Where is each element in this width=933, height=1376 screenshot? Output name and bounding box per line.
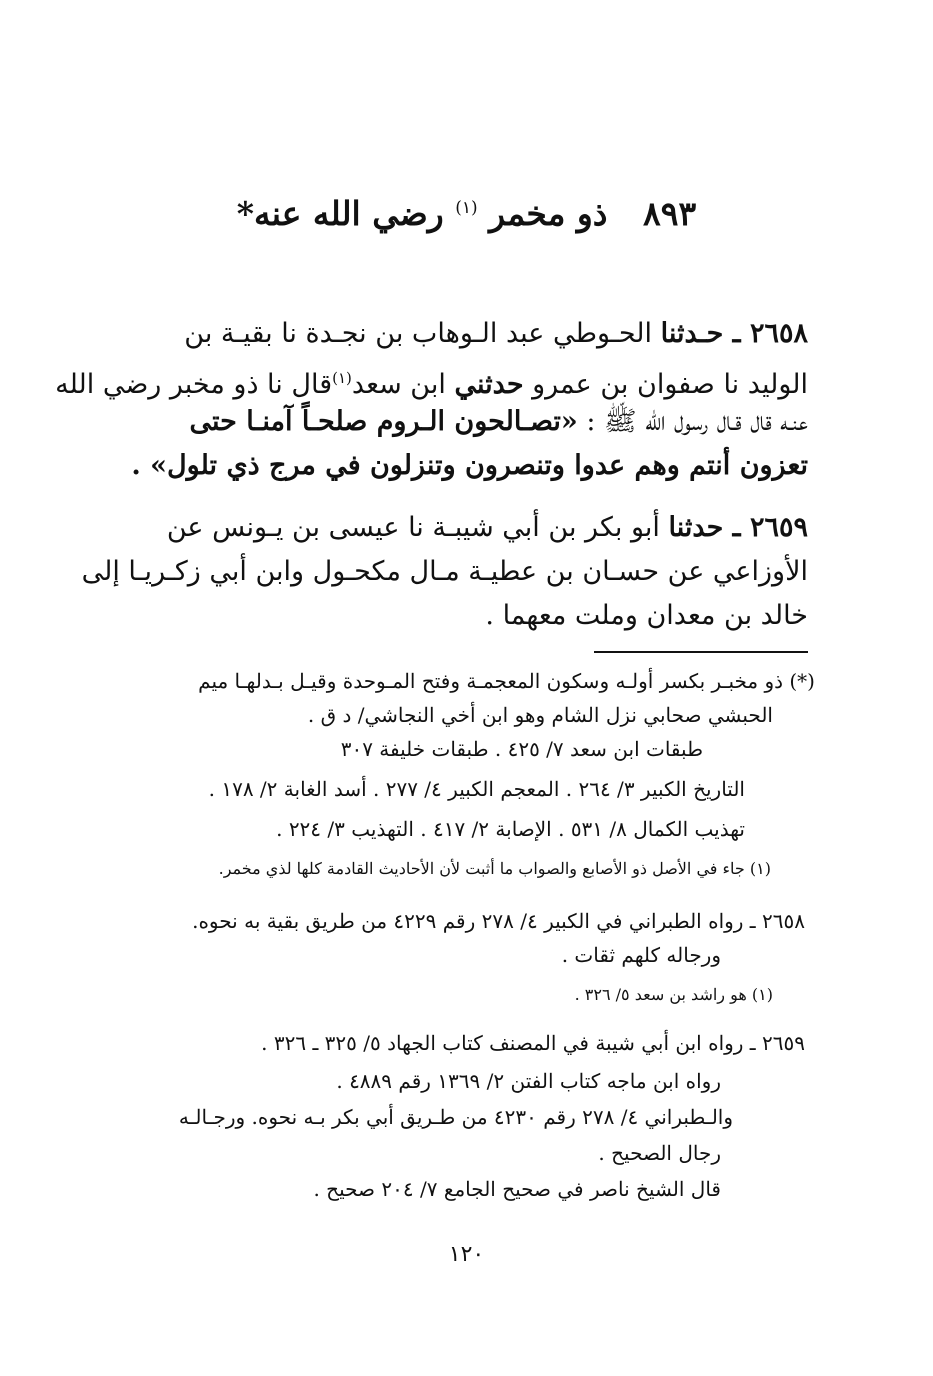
footnote-line: طبقات ابن سعد ٧/ ٤٢٥ . طبقات خليفة ٣٠٧	[340, 737, 703, 761]
footnote-divider	[594, 651, 808, 653]
hadith-quote: تعزون أنتم وهم عدوا وتنصرون وتنزلون في مرج ذي تلول» .	[131, 450, 808, 481]
footnote-ref: (١)	[332, 369, 352, 387]
footnote-line: التاريخ الكبير ٣/ ٢٦٤ . المعجم الكبير ٤/ ٢٧٧ . أسد الغابة ٢/ ١٧٨ .	[208, 777, 745, 801]
footnote-line: (١) هو راشد بن سعد ٥/ ٣٢٦ .	[574, 985, 773, 1004]
hadith-2658	[55, 312, 808, 488]
chapter-footnote-ref: (١)	[455, 198, 478, 218]
hadith-quote: «تصـالحون الـروم صلحـاً آمنـا حتى	[189, 406, 578, 437]
hadith-text: الوليد نا صفوان بن عمرو	[532, 369, 808, 400]
footnote-line: ورجاله كلهم ثقات .	[561, 943, 721, 967]
hadith-line: الأوزاعي عن حسـان بن عطيـة مـال مكحـول وابن أبي زكـريـا إلى	[81, 556, 808, 587]
hadith-2659	[81, 506, 808, 638]
hadith-line	[128, 312, 808, 356]
hadith-line: خالد بن معدان وملت معهما .	[485, 600, 808, 631]
footnote-line: رواه ابن ماجه كتاب الفتن ٢/ ١٣٦٩ رقم ٤٨٨٩ .	[336, 1069, 721, 1093]
hadith-text: عنـه قال قـال رسول الله ﷺ :	[586, 406, 808, 437]
footnote-line: ٢٦٥٨ ـ رواه الطبراني في الكبير ٤/ ٢٧٨ رقم ٤٢٢٩ من طريق بقية به نحوه.	[192, 909, 805, 933]
hadith-number: ٢٦٥٩ ـ حدثنا	[668, 512, 808, 543]
footnote-line: قال الشيخ ناصر في صحيح الجامع ٧/ ٢٠٤ صحيح .	[313, 1177, 721, 1201]
footnote-line: (١) جاء في الأصل ذو الأصابع والصواب ما أثبت لأن الأحاديث القادمة كلها لذي مخمر.	[218, 859, 771, 878]
chapter-name: ذو مخمر	[489, 194, 608, 233]
hadith-text: الحـوطي عبد الـوهاب بن نجـدة نا بقيـة بن	[184, 318, 653, 349]
footnote-line: الحبشي صحابي نزل الشام وهو ابن أخي النجاشي/ د ق .	[307, 703, 773, 727]
chapter-suffix: رضي الله عنه*	[236, 194, 444, 233]
hadith-text: قال نا ذو مخبر رضي الله	[55, 369, 333, 400]
hadith-text: أبو بكر بن أبي شيبـة نا عيسى بن يـونس عن	[166, 512, 660, 543]
hadith-line	[128, 400, 808, 444]
footnote-line: (*) ذو مخبـر بكسر أولـه وسكون المعجمـة وفتح المـوحدة وقيـل بـدلهـا ميم	[198, 669, 815, 693]
hadith-text-bold: حدثني	[454, 369, 524, 400]
footnote-line: ٢٦٥٩ ـ رواه ابن أبي شيبة في المصنف كتاب الجهاد ٥/ ٣٢٥ ـ ٣٢٦ .	[261, 1031, 805, 1055]
footnote-line: تهذيب الكمال ٨/ ٥٣١ . الإصابة ٢/ ٤١٧ . التهذيب ٣/ ٢٢٤ .	[276, 817, 745, 841]
hadith-line	[128, 444, 808, 488]
hadith-number: ٢٦٥٨ ـ حـدثنا	[660, 318, 808, 349]
footnote-line: والـطبراني ٤/ ٢٧٨ رقم ٤٢٣٠ من طـريق أبي بكر بـه نحوه. ورجـالـه	[178, 1105, 733, 1129]
page-number: ١٢٠	[448, 1242, 485, 1267]
hadith-line	[128, 506, 808, 550]
hadith-line	[55, 356, 808, 400]
footnote-line: رجال الصحيح .	[598, 1141, 721, 1165]
chapter-number: ٨٩٣	[643, 194, 697, 233]
hadith-text: ابن سعد	[351, 369, 446, 400]
chapter-heading	[0, 182, 933, 240]
